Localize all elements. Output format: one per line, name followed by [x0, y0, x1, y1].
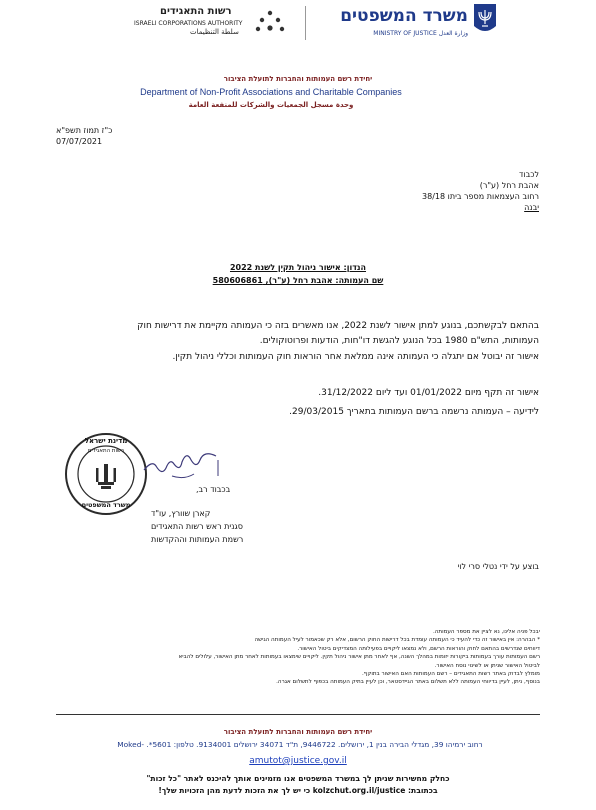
handwritten-signature — [134, 446, 224, 486]
ministry-subtitle: MINISTRY OF JUSTICE وزارة العدل — [373, 30, 468, 37]
footer-notice-2: בכתובת: kolzchut.org.il/justice כי יש לך את הזכות לדעת מהן הזכויות שלך! — [158, 786, 438, 795]
stamp-text-mid: רשות התאגידים — [87, 448, 125, 454]
ministry-name: משרד המשפטים — [340, 6, 468, 26]
body-paragraph-1-line-2: העמותות, התש"ם 1980 בכל הנוגע להגשת דו"חות, הודעות ופרוטוקולים. — [259, 336, 539, 346]
gregorian-date: 07/07/2021 — [56, 137, 103, 146]
dots-logo-icon — [250, 8, 290, 38]
corporations-authority-logo — [134, 6, 300, 40]
unit-title-ar: وحدة مسجل الجمعيات والشركات للمنفعة العامة — [188, 101, 354, 109]
footer-email-link[interactable]: amutot@justice.gov.il — [249, 756, 347, 766]
footer-unit: יחידת רשם העמותות והחברות לתועלת הציבור — [223, 728, 373, 736]
signature-regards: בכבוד רב, — [196, 485, 231, 494]
footer-divider — [56, 714, 540, 715]
note-line: בנוסף, ניתן, לעיין בדיווחי העמותה ללא תשלום באתר הגיידסטאר, וכן לעיין בתיק העמותה בכפוף לתשלום אגרה. — [276, 679, 540, 686]
hebrew-date: כ"ז תמוז תשפ"א — [56, 126, 113, 135]
header-separator — [305, 6, 306, 40]
note-line: יבכל פניה אלינו, נא לציין את מספר העמותה. — [432, 629, 540, 635]
body-paragraph-1-line-1: בהתאם לבקשתכם, בנוגע למתן אישור לשנת 2022, אנו מאשרים בזה כי העמותה מקיימת את דרישות חוק — [137, 321, 539, 331]
subject-title: הנדון: אישור ניהול תקין לשנת 2022 — [229, 263, 367, 272]
unit-title-he: יחידת רשם העמותות והחברות לתועלת הציבור — [223, 75, 373, 83]
recipient-name: אהבת רחל (ע"ר) — [479, 181, 539, 190]
signatory-title-1: סגנית ראש רשות התאגידים — [151, 522, 243, 531]
note-line: לביטול האישור שניתן או לשינוי נוסח האישור. — [434, 662, 540, 669]
note-line: רשם העמותות עורך בעמותות ביקורות יזומות במהלך השנה, אף לאחר מתן אישור ניהול תקין. ליקויים שימצאו בעמותות לאחר מתן האישור, עלולים להביא — [178, 654, 540, 661]
footer-address: רחוב ירמיהו 39, מגדלי הבירה בנין 1, ירושלים. 9446722, ת"ד 34071 ירושלים 9134001. טלפון: 5601*. -Moked — [117, 740, 483, 749]
recipient-address: רחוב העצמאות מספר ביתו 38/18 — [422, 192, 539, 201]
signatory-title-2: רשמת העמותות וההקדשות — [151, 535, 244, 544]
menorah-emblem-icon — [470, 2, 500, 38]
note-line: מומלץ לבדוק באתר רשות התאגידים – רשם העמותות האם האישור בתוקף. — [362, 671, 540, 678]
recipient-to: לכבוד — [519, 170, 539, 179]
recipient-city: יבנה — [524, 203, 539, 212]
signatory-name: קארן שוורץ, עו"ד — [151, 509, 211, 518]
stamp-text-top: מדינת ישראל — [84, 437, 128, 445]
executed-by: בוצע על ידי נטלי סרי לוי — [457, 562, 539, 571]
authority-name-ar: سلطة التنظيمات — [190, 28, 239, 36]
note-line: * הבהרה: אין באישור זה כדי להעיד כי העמותה עומדת בכל דרישות החוק הרשום, אלא רק שכאמור לעיל העמותה הגישה — [254, 637, 540, 644]
subject-association: שם העמותה: אהבת רחל (ע"ר), 580606861 — [212, 276, 384, 285]
note-line: דיווחים שנדרשים בהתאם לחוק והוראות הרשם, ולא נמצאו ליקויים בפעילותה המצדיקים ביטול האישור. — [297, 645, 540, 652]
stamp-text-bottom: משרד המשפטים — [81, 501, 131, 509]
authority-name-en: ISRAELI CORPORATIONS AUTHORITY — [134, 20, 243, 27]
body-paragraph-2: אישור זה יבוטל אם יתגלה כי העמותה אינה ממלאת אחר הוראות חוק העמותות וכללי ניהול תקין. — [172, 352, 539, 362]
unit-title-en: Department of Non-Profit Associations and Charitable Companies — [140, 87, 402, 97]
authority-name: רשות התאגידים — [160, 6, 232, 17]
validity-statement: אישור זה תקף מיום 01/01/2022 ועד ליום 31/12/2022. — [318, 388, 539, 398]
ministry-of-justice-logo — [322, 4, 472, 40]
footer-notice-1: כחלק מחשירות שניתן לך במשרד המשפטים אנו מזמינים אותך להיכנס לאתר "כל זכות" — [146, 774, 450, 783]
notes-block — [60, 628, 540, 687]
registration-statement: לידיעה – העמותה נרשמה ברשם העמותות בתאריך 29/03/2015. — [289, 407, 539, 417]
